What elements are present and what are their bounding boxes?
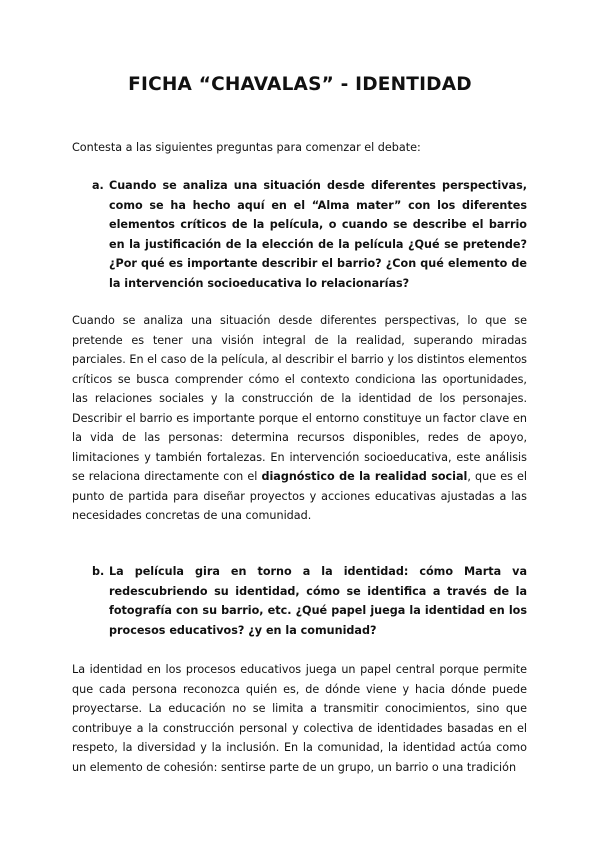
answer-a — [72, 311, 527, 526]
answer-a-text-before: Cuando se analiza una situación desde diferentes perspectivas, lo que se pretende es tener una visión integral de la realidad, superando miradas parciales. En el caso de la película, al describir el barrio y los distintos elementos críticos se busca comprender cómo el contexto condiciona las oportunidades, las relaciones sociales y la construcción de la identidad de los personajes. Describir el barrio es importante porque el entorno constituye un factor clave en la vida de las personas: determina recursos disponibles, redes de apoyo, limitaciones y también fortalezas. En intervención socioeducativa, este análisis se relaciona directamente con el — [72, 314, 527, 483]
intro-text: Contesta a las siguientes preguntas para comenzar el debate: — [72, 141, 421, 154]
answer-b: La identidad en los procesos educativos juega un papel central porque permite que cada persona reconozca quién es, de dónde viene y hacia dónde puede proyectarse. La educación no se limita a transmitir conocimientos, sino que contribuye a la construcción personal y colectiva de identidades basadas en el respeto, la diversidad y la inclusión. En la comunidad, la identidad actúa como un elemento de cohesión: sentirse parte de un grupo, un barrio o una tradición — [72, 663, 527, 774]
question-a-text: Cuando se analiza una situación desde diferentes perspectivas, como se ha hecho aquí en el “Alma mater” con los diferentes elementos críticos de la película, o cuando se describe el barrio en la justificación de la elección de la película ¿Qué se pretende? ¿Por qué es importante describir el barrio? ¿Con qué elemento de la intervención socioeducativa lo relacionarías? — [109, 179, 527, 290]
page-title: FICHA “CHAVALAS” - IDENTIDAD — [128, 74, 472, 95]
question-a — [92, 176, 527, 293]
question-b — [92, 562, 527, 640]
question-b-marker: b. — [92, 565, 105, 578]
question-a-marker: a. — [92, 179, 104, 192]
question-b-text: La película gira en torno a la identidad: cómo Marta va redescubriendo su identidad, cómo se identifica a través de la fotografía con su barrio, etc. ¿Qué papel juega la identidad en los procesos educativos? ¿y en la comunidad? — [109, 565, 527, 637]
answer-a-bold-term: diagnóstico de la realidad social — [261, 470, 468, 483]
answer-a-text-after: , que es el punto de partida para diseñar proyectos y acciones educativas ajustadas a las necesidades concretas de una comunidad. — [72, 470, 527, 522]
